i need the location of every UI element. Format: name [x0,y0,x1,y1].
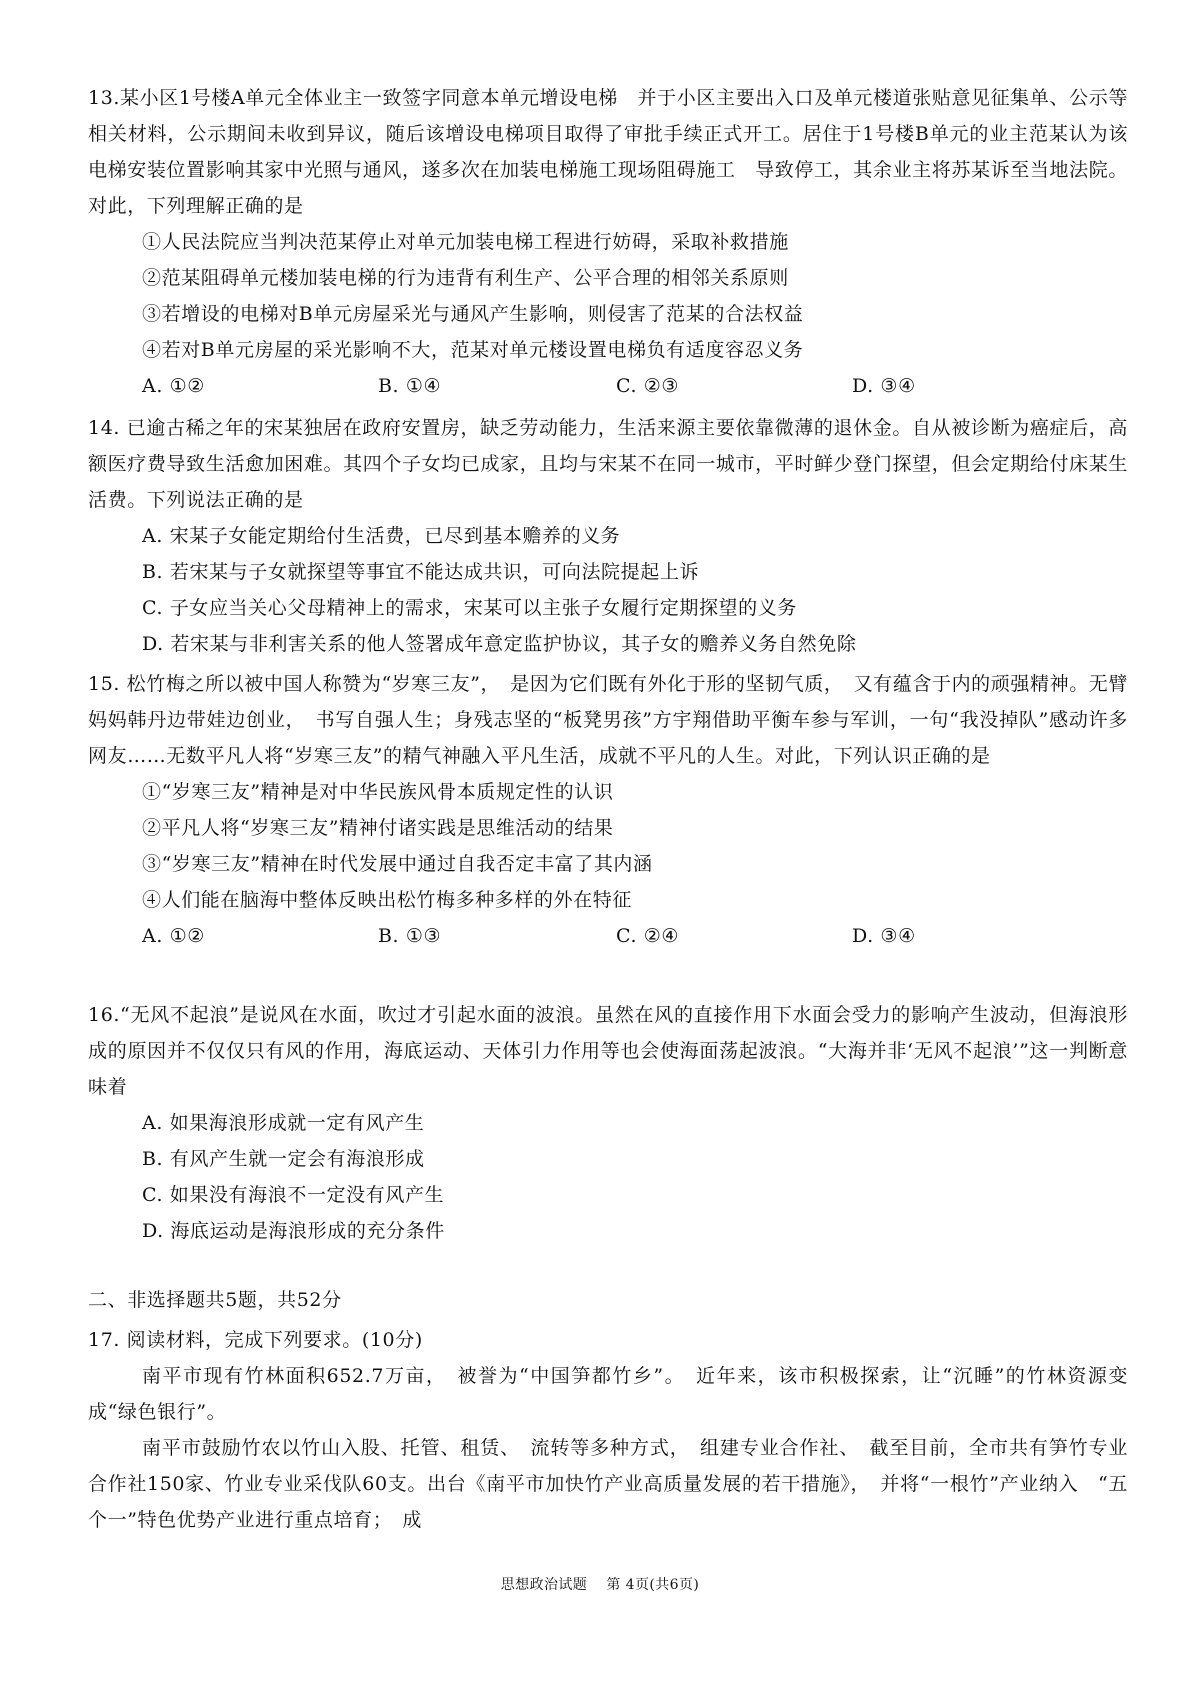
question-14-option-a: A. 宋某子女能定期给付生活费，已尽到基本赡养的义务 [142,525,621,547]
question-15-stem: 15. 松竹梅之所以被中国人称赞为“岁寒三友”， 是因为它们既有外化于形的坚韧气质， 又有蕴含于内的顽强精神。无臂妈妈韩丹边带娃边创业， 书写自强人生；身残志坚的“板凳男孩”方宇翔借助平衡车参与军训，一句“我没掉队”感动许多网友……无数平凡人将“岁寒三友”的精气神融入平凡生活，成就不平凡的人生。对此，下列认识正确的是 [88,673,1128,767]
page-footer: 思想政治试题 第 4页(共6页) [500,1577,700,1593]
question-15-item-1: ①“岁寒三友”精神是对中华民族风骨本质规定性的认识 [142,781,614,803]
question-17-paragraph-1: 南平市现有竹林面积652.7万亩， 被誉为“中国笋都竹乡”。 近年来，该市积极探索，让“沉睡”的竹林资源变成“绿色银行”。 [88,1365,1128,1423]
question-13-item-3: ③若增设的电梯对B单元房屋采光与通风产生影响，则侵害了范某的合法权益 [142,303,804,325]
question-17-stem: 17. 阅读材料，完成下列要求。(10分) [88,1329,423,1351]
question-16-option-d: D. 海底运动是海浪形成的充分条件 [142,1220,445,1242]
section-2 [88,1282,1128,1538]
question-13-choice-a: A. ①② [142,375,205,397]
question-15-item-3: ③“岁寒三友”精神在时代发展中通过自我否定丰富了其内涵 [142,853,653,875]
question-13-choice-d: D. ③④ [852,375,916,397]
question-16-option-b: B. 有风产生就一定会有海浪形成 [142,1148,425,1170]
question-14-stem: 14. 已逾古稀之年的宋某独居在政府安置房，缺乏劳动能力，生活来源主要依靠微薄的退休金。自从被诊断为癌症后，高额医疗费导致生活愈加困难。其四个子女均已成家，且均与宋某不在同一城市，平时鲜少登门探望，但会定期给付床某生活费。下列说法正确的是 [88,417,1128,511]
question-14-option-d: D. 若宋某与非利害关系的他人签署成年意定监护协议，其子女的赡养义务自然免除 [142,633,857,655]
question-13-choice-b: B. ①④ [378,375,442,397]
question-16-stem: 16.“无风不起浪”是说风在水面，吹过才引起水面的波浪。虽然在风的直接作用下水面会受力的影响产生波动，但海浪形成的原因并不仅仅只有风的作用，海底运动、天体引力作用等也会使海面荡起波浪。“大海并非‘无风不起浪’”这一判断意味着 [88,1004,1128,1098]
question-13-choices [88,368,1128,404]
question-14-option-b: B. 若宋某与子女就探望等事宜不能达成共识，可向法院提起上诉 [142,561,700,583]
question-13 [88,80,1128,404]
section-2-title: 二、非选择题共5题，共52分 [88,1289,342,1311]
question-13-stem: 13.某小区1号楼A单元全体业主一致签字同意本单元增设电梯 并于小区主要出入口及单元楼道张贴意见征集单、公示等相关材料，公示期间未收到异议，随后该增设电梯项目取得了审批手续正式开工。居住于1号楼B单元的业主范某认为该电梯安装位置影响其家中光照与通风，遂多次在加装电梯施工现场阻碍施工 导致停工，其余业主将苏某诉至当地法院。对此，下列理解正确的是 [88,87,1128,217]
question-14 [88,410,1128,662]
question-13-item-1: ①人民法院应当判决范某停止对单元加装电梯工程进行妨碍，采取补救措施 [142,231,789,253]
question-15-choice-c: C. ②④ [616,925,680,947]
question-15 [88,666,1128,954]
question-13-choice-c: C. ②③ [616,375,680,397]
question-14-option-c: C. 子女应当关心父母精神上的需求，宋某可以主张子女履行定期探望的义务 [142,597,797,619]
question-15-choices [88,918,1128,954]
question-16-option-a: A. 如果海浪形成就一定有风产生 [142,1112,425,1134]
question-13-item-4: ④若对B单元房屋的采光影响不大，范某对单元楼设置电梯负有适度容忍义务 [142,339,804,361]
question-16 [88,997,1128,1249]
question-17-paragraph-2: 南平市鼓励竹农以竹山入股、托管、租赁、 流转等多种方式， 组建专业合作社、 截至目前，全市共有笋竹专业合作社150家、竹业专业采伐队60支。出台《南平市加快竹产业高质量发展的若干措施》， 并将“一根竹”产业纳入 “五个一”特色优势产业进行重点培育； 成 [88,1437,1128,1531]
question-16-option-c: C. 如果没有海浪不一定没有风产生 [142,1184,445,1206]
question-13-item-2: ②范某阻碍单元楼加装电梯的行为违背有利生产、公平合理的相邻关系原则 [142,267,789,289]
question-15-choice-a: A. ①② [142,925,205,947]
question-15-choice-d: D. ③④ [852,925,916,947]
question-15-item-2: ②平凡人将“岁寒三友”精神付诸实践是思维活动的结果 [142,817,614,839]
question-15-choice-b: B. ①③ [378,925,442,947]
question-15-item-4: ④人们能在脑海中整体反映出松竹梅多种多样的外在特征 [142,889,633,911]
